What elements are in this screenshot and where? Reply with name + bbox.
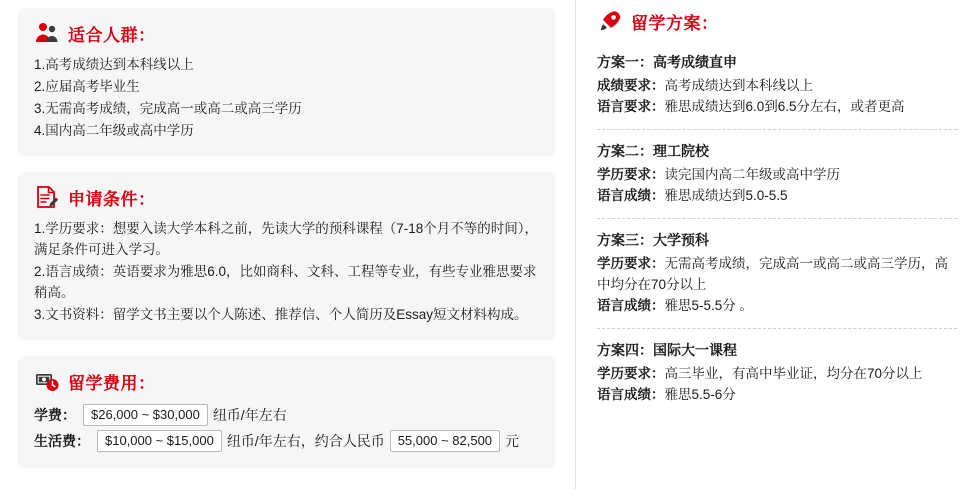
body-line: 4.国内高二年级或高中学历 bbox=[34, 123, 194, 138]
plan-row-value: 高三毕业，有高中毕业证，均分在70分以上 bbox=[664, 366, 923, 381]
body-line: 2.语言成绩：英语要求为雅思6.0，比如商科、文科、工程等专业，有些专业雅思要求稍高。 bbox=[34, 264, 537, 300]
plan-row bbox=[597, 164, 957, 185]
plan-row bbox=[597, 96, 957, 117]
panel-header bbox=[34, 184, 539, 210]
plan-row bbox=[597, 363, 957, 384]
plan-row-key: 学历要求： bbox=[597, 366, 665, 381]
plan-title: 方案四：国际大一课程 bbox=[597, 342, 737, 358]
fee-label: 生活费： bbox=[34, 433, 90, 449]
fee-row-living bbox=[34, 428, 539, 454]
plan-row-value: 高考成绩达到本科线以上 bbox=[664, 78, 813, 93]
plan-row-value: 读完国内高二年级或高中学历 bbox=[664, 167, 840, 182]
panel-title: 留学方案： bbox=[631, 13, 719, 33]
plan-title: 方案一：高考成绩直申 bbox=[597, 54, 737, 70]
plan-title: 方案三：大学预科 bbox=[597, 232, 709, 248]
body-line: 3.无需高考成绩，完成高一或高二或高三学历 bbox=[34, 101, 302, 116]
plan-item bbox=[575, 328, 975, 417]
fee-value-cny: 55,000 ~ 82,500 bbox=[390, 430, 500, 452]
plan-row-value: 雅思成绩达到5.0-5.5 bbox=[664, 188, 788, 203]
panel-header-plans bbox=[575, 0, 975, 40]
plan-row bbox=[597, 185, 957, 206]
fee-unit-cny: 元 bbox=[505, 433, 520, 449]
plan-item bbox=[575, 218, 975, 328]
body-line: 3.文书资料：留学文书主要以个人陈述、推荐信、个人简历及Essay短文材料构成。 bbox=[34, 307, 528, 322]
fee-value: $26,000 ~ $30,000 bbox=[83, 404, 208, 426]
right-column bbox=[575, 0, 975, 489]
plan-row-key: 成绩要求： bbox=[597, 78, 665, 93]
panel-title: 适合人群： bbox=[68, 25, 156, 45]
plan-row-key: 语言成绩： bbox=[597, 298, 665, 313]
plan-title: 方案二：理工院校 bbox=[597, 143, 709, 159]
rocket-icon bbox=[597, 8, 623, 34]
plan-row-value: 雅思5.5-6分 bbox=[664, 387, 736, 402]
fee-value: $10,000 ~ $15,000 bbox=[97, 430, 222, 452]
fee-label: 学费： bbox=[34, 407, 76, 423]
body-line: 1.高考成绩达到本科线以上 bbox=[34, 57, 194, 72]
body-line: 2.应届高考毕业生 bbox=[34, 79, 140, 94]
plan-row-key: 语言成绩： bbox=[597, 387, 665, 402]
plan-row-key: 语言成绩： bbox=[597, 188, 665, 203]
panel-header bbox=[34, 368, 539, 394]
fee-unit: 纽币/年左右 bbox=[212, 407, 287, 423]
fee-unit: 纽币/年左右，约合人民币 bbox=[226, 433, 385, 449]
panel-application-requirements bbox=[18, 172, 555, 340]
money-clock-icon bbox=[34, 368, 60, 394]
plan-row-key: 学历要求： bbox=[597, 167, 665, 182]
plan-row-value: 雅思成绩达到6.0到6.5分左右，或者更高 bbox=[664, 99, 905, 114]
body-line: 1.学历要求：想要入读大学本科之前，先读大学的预科课程（7-18个月不等的时间），满足条件可进入学习。 bbox=[34, 221, 539, 257]
panel-header bbox=[34, 20, 539, 46]
fee-row-tuition bbox=[34, 402, 539, 428]
plan-item bbox=[575, 40, 975, 129]
people-icon bbox=[34, 20, 60, 46]
plan-row bbox=[597, 295, 957, 316]
plan-row bbox=[597, 75, 957, 96]
panel-title: 留学费用： bbox=[68, 373, 156, 393]
plan-item bbox=[575, 129, 975, 218]
panel-study-cost bbox=[18, 356, 555, 468]
document-pen-icon bbox=[34, 184, 60, 210]
plan-row-value: 雅思5-5.5分 。 bbox=[664, 298, 754, 313]
plan-row-value: 无需高考成绩，完成高一或高二或高三学历，高中均分在70分以上 bbox=[597, 256, 948, 292]
plan-row-key: 学历要求： bbox=[597, 256, 665, 271]
plan-row bbox=[597, 384, 957, 405]
panel-title: 申请条件： bbox=[68, 189, 156, 209]
panel-target-audience bbox=[18, 8, 555, 156]
plan-row bbox=[597, 253, 957, 295]
plan-row-key: 语言要求： bbox=[597, 99, 665, 114]
